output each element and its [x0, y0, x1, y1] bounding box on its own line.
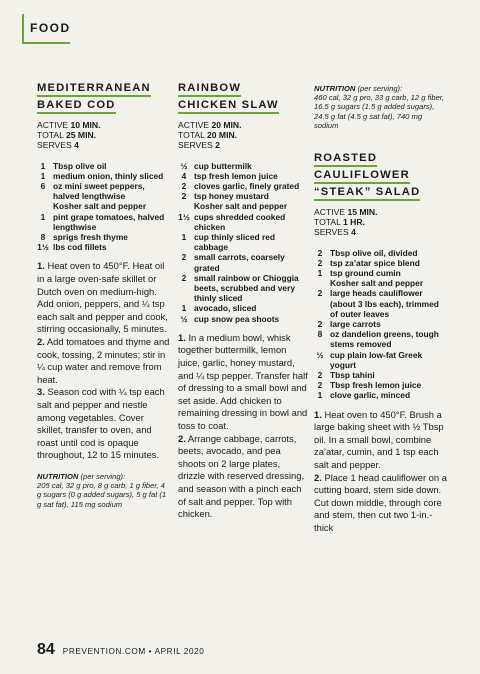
ingredient-qty: 1 [181, 232, 187, 243]
serves-label: SERVES [37, 140, 72, 151]
ingredient-item [178, 273, 308, 304]
recipe-times [37, 120, 170, 151]
nutrition-text: 460 cal, 32 g pro, 33 g carb, 12 g fiber, 16.5 g sugars (1.5 g added sugars), 24.5 g fat (4.5 g sat fat), 740 mg sodium [314, 93, 445, 130]
recipe-column-right [314, 84, 448, 535]
serves-count: 2 [215, 140, 220, 151]
ingredient-item [37, 181, 170, 201]
ingredient-qty: 2 [317, 288, 323, 299]
nutrition-sub: (per serving): [357, 84, 403, 93]
recipe-title [37, 80, 170, 114]
step-number: 2. [178, 432, 186, 444]
recipe-step [178, 332, 308, 433]
nutrition-label: NUTRITION [37, 471, 79, 481]
ingredient-item [314, 248, 448, 258]
ingredient-qty: 1½ [178, 211, 190, 222]
ingredient-text: cloves garlic, finely grated [194, 181, 300, 192]
ingredient-item [314, 288, 448, 319]
recipe-title [178, 80, 308, 114]
ingredient-text: small carrots, coarsely grated [194, 252, 285, 273]
ingredient-item [178, 252, 308, 272]
ingredient-qty: ½ [180, 313, 188, 324]
recipe-title-line: RAINBOW [178, 82, 241, 97]
recipe-steps [37, 260, 170, 462]
total-time: 25 MIN. [65, 130, 97, 141]
ingredient-text: tsp za’atar spice blend [330, 257, 420, 268]
recipe-times [178, 120, 308, 151]
recipe-mediterranean-baked-cod [37, 80, 170, 509]
serves-label: SERVES [178, 140, 213, 151]
step-text: Heat oven to 450°F. Brush a large baking sheet with ½ Tbsp oil. In a small bowl, combine za’atar, cumin, and 1 tsp each salt and pepper. [314, 408, 444, 471]
recipe-step [314, 472, 448, 535]
ingredient-qty: 4 [181, 170, 187, 181]
active-label: ACTIVE [314, 207, 346, 218]
active-time: 15 MIN. [347, 207, 378, 218]
recipe-title-line: CHICKEN SLAW [178, 99, 279, 114]
ingredient-item [314, 380, 448, 390]
ingredient-qty: 1 [181, 303, 187, 314]
recipe-steps [178, 332, 308, 521]
serves-count: 4 [74, 140, 79, 151]
ingredient-qty: 1 [317, 390, 323, 401]
ingredient-text: large heads cauliflower (about 3 lbs each), trimmed of outer leaves [330, 288, 439, 319]
total-label: TOTAL [178, 130, 205, 141]
ingredient-qty: ½ [180, 160, 188, 171]
nutrition-info [314, 84, 448, 130]
ingredient-text: clove garlic, minced [330, 390, 411, 401]
ingredient-text: Tbsp tahini [330, 370, 375, 381]
ingredient-qty: 2 [317, 319, 323, 330]
active-label: ACTIVE [37, 120, 69, 130]
ingredient-qty: 2 [317, 247, 323, 258]
ingredient-item [37, 201, 170, 211]
active-label: ACTIVE [178, 120, 210, 130]
ingredient-qty [314, 278, 330, 288]
total-time: 20 MIN. [206, 130, 238, 141]
ingredient-text: large carrots [330, 319, 381, 330]
recipe-roasted-cauliflower-steak-salad [314, 150, 448, 535]
ingredient-text: Tbsp fresh lemon juice [330, 380, 422, 391]
ingredient-item [37, 171, 170, 181]
ingredient-item [37, 242, 170, 252]
ingredient-qty: 2 [181, 272, 187, 283]
serves-label: SERVES [314, 227, 349, 238]
recipe-step [37, 260, 170, 336]
step-number: 1. [37, 260, 45, 272]
ingredient-item [178, 201, 308, 211]
section-label: FOOD [30, 21, 71, 35]
step-number: 2. [37, 336, 45, 347]
ingredient-qty: 2 [181, 252, 187, 263]
step-number: 1. [314, 408, 322, 420]
recipe-title-line: ROASTED [314, 152, 377, 167]
step-text: Season cod with ¼ tsp each salt and pepper and nestle among vegetables. Cover skillet, transfer to oven, and roast until cod is opaque throughout, 12 to 15 minutes. [37, 386, 165, 461]
ingredient-item [178, 191, 308, 201]
recipe-title-line: MEDITERRANEAN [37, 82, 151, 97]
ingredient-item [314, 268, 448, 278]
ingredient-item [37, 232, 170, 242]
active-time: 10 MIN. [70, 120, 101, 130]
step-text: Place 1 head cauliflower on a cutting board, stem side down. Cut down middle, through core and stem, then cut two 1-in.-thick [314, 471, 447, 534]
ingredient-item [178, 161, 308, 171]
ingredient-text: Tbsp olive oil [53, 160, 107, 171]
ingredient-item [314, 258, 448, 268]
recipe-times [314, 207, 448, 238]
nutrition-text: 205 cal, 32 g pro, 8 g carb, 1 g fiber, 4 g sugars (0 g added sugars), 5 g fat (1 g sat fat), 115 mg sodium [37, 481, 167, 509]
ingredient-text: cup snow pea shoots [194, 313, 280, 324]
recipe-step [314, 409, 448, 472]
recipe-step [37, 336, 170, 386]
ingredient-qty: 6 [40, 181, 46, 192]
total-label: TOTAL [37, 130, 64, 141]
ingredient-item [314, 350, 448, 370]
ingredient-list [37, 161, 170, 253]
ingredient-text: tsp fresh lemon juice [194, 170, 278, 181]
ingredient-qty: 1 [40, 211, 46, 222]
ingredient-qty: 2 [317, 380, 323, 391]
ingredient-item [178, 181, 308, 191]
ingredient-qty: 1½ [37, 242, 49, 253]
ingredient-text: small rainbow or Chioggia beets, scrubbed and very thinly sliced [194, 272, 299, 304]
ingredient-text: medium onion, thinly sliced [53, 170, 164, 181]
recipe-step [37, 386, 170, 462]
ingredient-qty: 2 [317, 257, 323, 268]
ingredient-text: lbs cod fillets [53, 242, 107, 253]
serves-count: 4 [351, 227, 356, 238]
ingredient-item [178, 314, 308, 324]
step-text: Arrange cabbage, carrots, beets, avocado, and pea shoots on 2 large plates, drizzle with reserved dressing, and season with a pinch each of salt and pepper. Top with chicken. [178, 432, 305, 520]
total-label: TOTAL [314, 217, 341, 228]
nutrition-info [37, 472, 170, 509]
recipe-rainbow-chicken-slaw [178, 80, 308, 521]
ingredient-qty: 1 [317, 268, 323, 279]
ingredient-item [37, 161, 170, 171]
ingredient-text: pint grape tomatoes, halved lengthwise [53, 211, 165, 232]
page-footer [37, 641, 204, 659]
recipe-title-line: “STEAK” SALAD [314, 186, 420, 201]
step-text: In a medium bowl, whisk together buttermilk, lemon juice, garlic, honey mustard, and ¼ tsp pepper. Transfer half of dressing to a small bowl and set aside. Add chicken to remaining dressing in bowl and toss to coat. [178, 331, 308, 432]
ingredient-qty: 8 [317, 329, 323, 340]
recipe-steps [314, 409, 448, 535]
page-number: 84 [37, 641, 55, 658]
ingredient-item [178, 232, 308, 252]
step-number: 3. [37, 386, 45, 398]
ingredient-text: sprigs fresh thyme [53, 232, 128, 243]
recipe-title [314, 150, 448, 201]
ingredient-text: oz mini sweet peppers, halved lengthwise [53, 181, 145, 202]
footer-text: PREVENTION.COM • APRIL 2020 [62, 647, 205, 656]
ingredient-text: tsp ground cumin [330, 268, 401, 279]
step-text: Heat oven to 450°F. Heat oil in a large oven-safe skillet or Dutch oven on medium-high. Add onion, peppers, and ¼ tsp each salt and pepper and cook, stirring occasionally, 5 minutes. [37, 260, 168, 335]
total-time: 1 HR. [342, 217, 365, 228]
ingredient-qty: 1 [40, 160, 46, 171]
ingredient-text: cup buttermilk [194, 160, 252, 171]
ingredient-list [314, 248, 448, 401]
ingredient-text: Kosher salt and pepper [53, 201, 147, 212]
step-number: 2. [314, 471, 322, 483]
ingredient-item [178, 212, 308, 232]
ingredient-item [314, 370, 448, 380]
ingredient-text: avocado, sliced [194, 303, 257, 314]
ingredient-text: oz dandelion greens, tough stems removed [330, 329, 439, 350]
recipe-step [178, 433, 308, 521]
ingredient-item [314, 319, 448, 329]
ingredient-qty: 2 [181, 191, 187, 202]
ingredient-qty [178, 201, 194, 211]
ingredient-text: Kosher salt and pepper [194, 201, 288, 212]
ingredient-qty: ½ [316, 349, 324, 360]
ingredient-qty [37, 201, 53, 211]
ingredient-text: cup thinly sliced red cabbage [194, 232, 275, 253]
step-text: Add tomatoes and thyme and cook, tossing, 2 minutes; stir in ¼ cup water and remove from heat. [37, 336, 170, 385]
ingredient-item [178, 171, 308, 181]
ingredient-item [37, 212, 170, 232]
ingredient-qty: 1 [40, 170, 46, 181]
recipe-title-line: CAULIFLOWER [314, 169, 410, 184]
ingredient-item [178, 303, 308, 313]
nutrition-label: NUTRITION [314, 84, 356, 93]
ingredient-item [314, 390, 448, 400]
ingredient-text: cups shredded cooked chicken [194, 211, 286, 232]
nutrition-sub: (per serving): [80, 471, 126, 481]
ingredient-text: Kosher salt and pepper [330, 278, 424, 289]
ingredient-item [314, 278, 448, 288]
ingredient-list [178, 161, 308, 324]
ingredient-text: cup plain low-fat Greek yogurt [330, 349, 423, 370]
active-time: 20 MIN. [211, 120, 242, 130]
ingredient-qty: 8 [40, 232, 46, 243]
ingredient-qty: 2 [181, 181, 187, 192]
recipe-title-line: BAKED COD [37, 99, 116, 114]
ingredient-qty: 2 [317, 370, 323, 381]
ingredient-text: Tbsp olive oil, divided [330, 247, 418, 258]
ingredient-text: tsp honey mustard [194, 191, 269, 202]
ingredient-item [314, 329, 448, 349]
step-number: 1. [178, 331, 186, 343]
